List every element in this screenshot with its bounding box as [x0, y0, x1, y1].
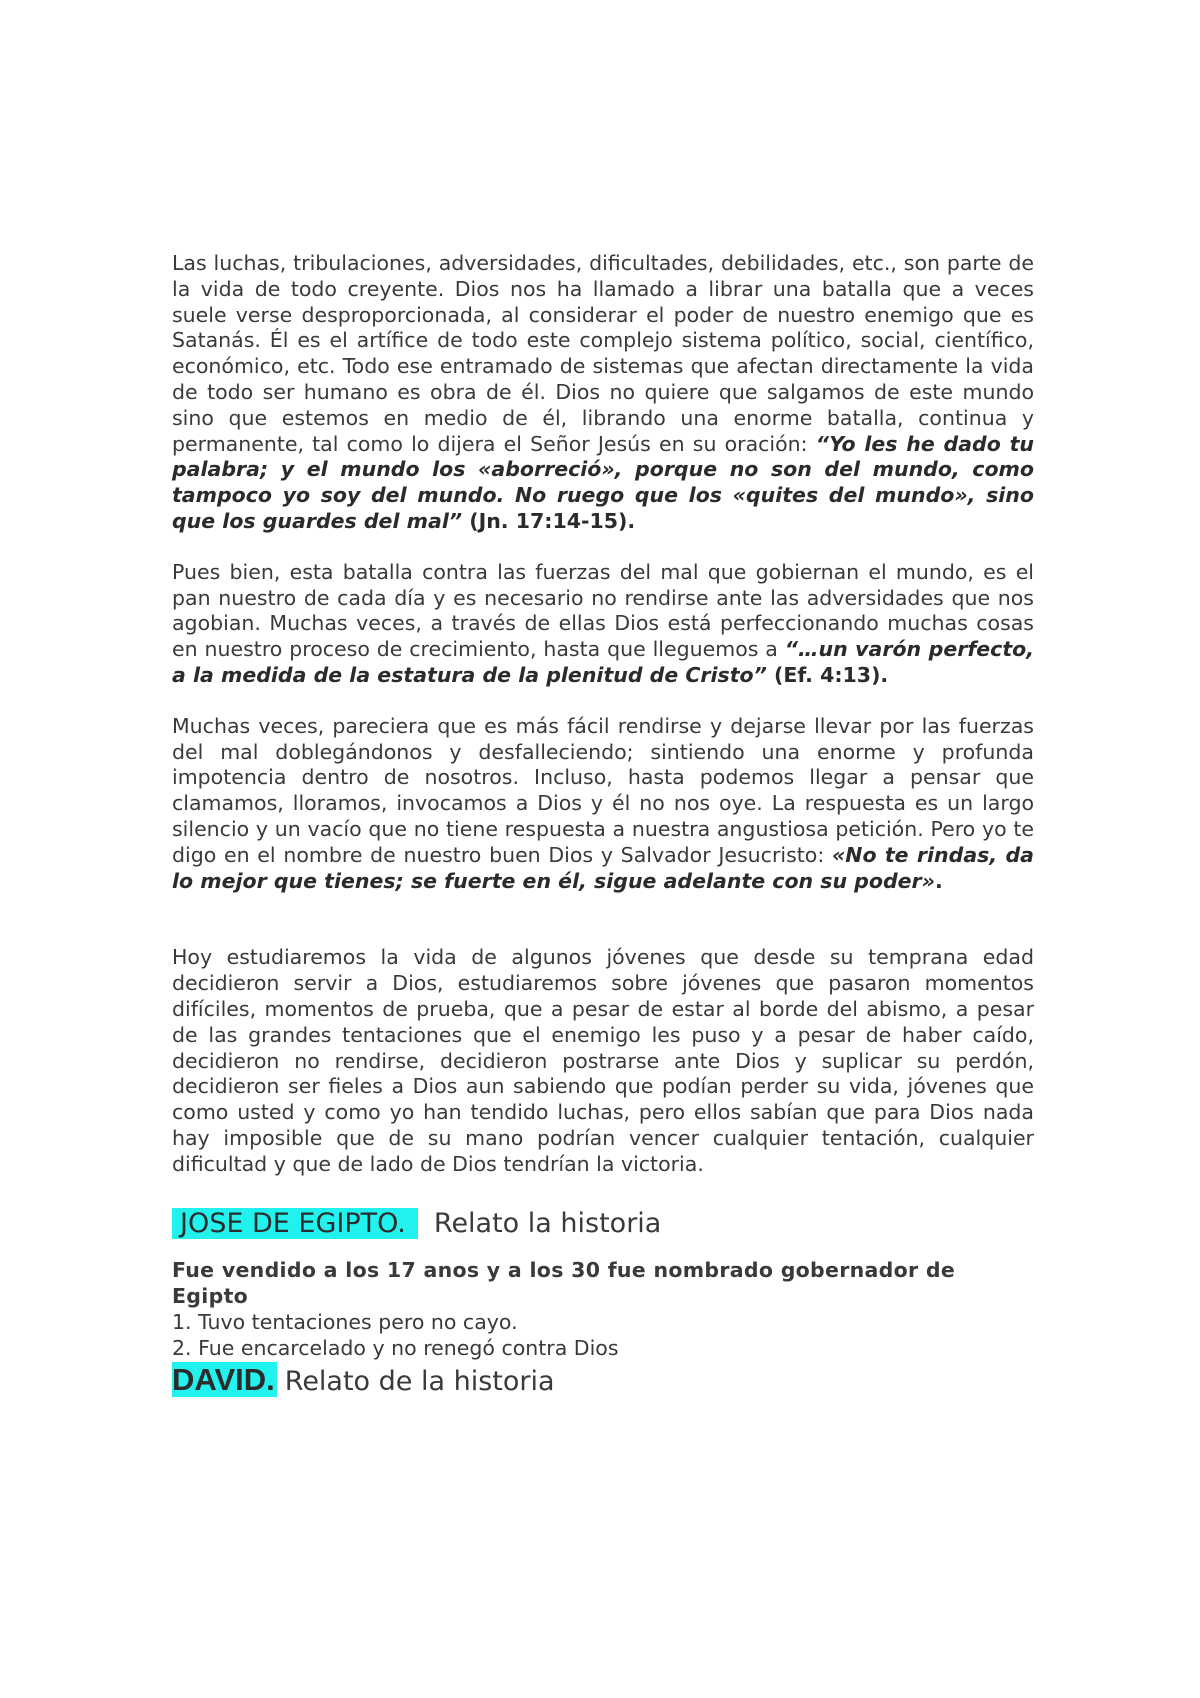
paragraph-1-reference: (Jn. 17:14-15). — [462, 508, 636, 533]
section-jose-summary: Fue vendido a los 17 anos y a los 30 fue nombrado gobernador de Egipto — [172, 1257, 956, 1308]
paragraph-2 — [172, 560, 1034, 689]
paragraph-3 — [172, 714, 1034, 895]
paragraph-spacer — [172, 535, 1034, 560]
paragraph-4 — [172, 945, 1034, 1177]
section-heading-jose-highlight: JOSE DE EGIPTO. — [172, 1208, 418, 1239]
section-heading-david — [172, 1363, 1034, 1399]
section-jose-list — [172, 1309, 1034, 1361]
section-heading-jose-subtitle: Relato la historia — [433, 1207, 662, 1239]
paragraph-1-text: Las luchas, tribulaciones, adversidades, dificultades, debilidades, etc., son parte de la vida de todo creyente. Dios nos ha llamado a librar una batalla que a veces suele verse desproporcionada, al considerar el poder de nuestro enemigo que es Satanás. Él es el artífice de todo este complejo sistema político, social, científico, económico, etc. Todo ese entramado de sistemas que afectan directamente la vida de todo ser humano es obra de él. Dios no quiere que salgamos de este mundo sino que estemos en medio de él, librando una enorme batalla, continua y permanente, tal como lo dijera el Señor Jesús en su oración: — [172, 251, 1034, 456]
document-body — [172, 251, 1034, 1399]
section-heading-david-highlight: DAVID. — [172, 1361, 275, 1397]
paragraph-1-quote: “Yo les he dado tu palabra; y el mundo los «aborreció», porque no son del mundo, como tampoco yo soy del mundo. No ruego que los «quites del mundo», sino que los guardes del mal” — [172, 431, 1034, 533]
paragraph-3-text: Muchas veces, pareciera que es más fácil rendirse y dejarse llevar por las fuerzas del mal doblegándonos y desfalleciendo; sintiendo una enorme y profunda impotencia dentro de nosotros. Incluso, hasta podemos llegar a pensar que clamamos, lloramos, invocamos a Dios y él no nos oye. La respuesta es un largo silencio y un vacío que no tiene respuesta a nuestra angustiosa petición. Pero yo te digo en el nombre de nuestro buen Dios y Salvador Jesucristo: — [172, 713, 1034, 867]
paragraph-3-quote: «No te rindas, da lo mejor que tienes; se fuerte en él, sigue adelante con su poder» — [172, 842, 1034, 893]
section-heading-david-subtitle: Relato de la historia — [284, 1365, 555, 1397]
paragraph-spacer — [172, 689, 1034, 714]
paragraph-4-text: Hoy estudiaremos la vida de algunos jóvenes que desde su temprana edad decidieron servir a Dios, estudiaremos sobre jóvenes que pasaron momentos difíciles, momentos de prueba, que a pesar de estar al borde del abismo, a pesar de las grandes tentaciones que el enemigo les puso y a pesar de haber caído, decidieron no rendirse, decidieron postrarse ante Dios y suplicar su perdón, decidieron ser fieles a Dios aun sabiendo que podían perder su vida, jóvenes que como usted y como yo han tendido luchas, pero ellos sabían que para Dios nada hay imposible que de su mano podrían vencer cualquier tentación, cualquier dificultad y que de lado de Dios tendrían la victoria. — [172, 945, 1034, 1176]
section-heading-jose — [172, 1205, 1034, 1243]
paragraph-2-text: Pues bien, esta batalla contra las fuerzas del mal que gobiernan el mundo, es el pan nuestro de cada día y es necesario no rendirse ante las adversidades que nos agobian. Muchas veces, a través de ellas Dios está perfeccionando muchas cosas en nuestro proceso de crecimiento, hasta que lleguemos a — [172, 559, 1034, 662]
list-item: 2. Fue encarcelado y no renegó contra Dios — [172, 1335, 619, 1360]
list-item: 1. Tuvo tentaciones pero no cayo. — [172, 1309, 518, 1334]
paragraph-2-quote: “…un varón perfecto, a la medida de la estatura de la plenitud de Cristo” — [172, 637, 1035, 687]
paragraph-3-end: . — [934, 868, 943, 893]
paragraph-2-reference: (Ef. 4:13). — [766, 662, 889, 687]
paragraph-spacer — [172, 894, 1034, 945]
paragraph-1 — [172, 251, 1034, 535]
